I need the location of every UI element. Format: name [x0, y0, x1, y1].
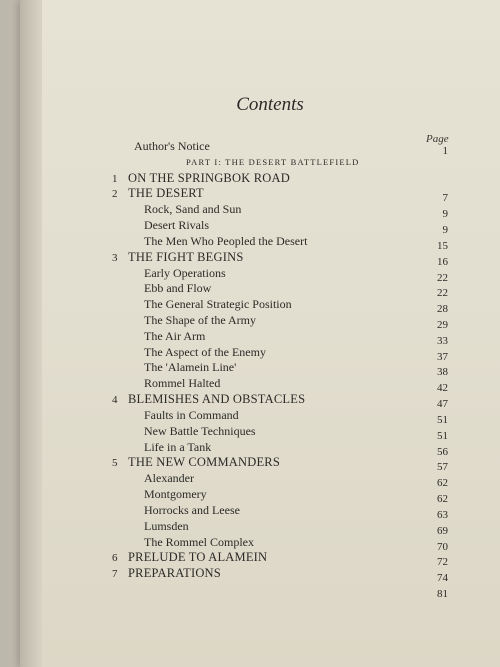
toc-entry-title: Life in a Tank — [144, 439, 212, 454]
toc-section-entry — [20, 487, 500, 506]
toc-entry-title: Montgomery — [144, 487, 207, 502]
toc-page-number: 57 — [437, 461, 448, 474]
toc-page-number: 22 — [437, 287, 448, 300]
toc-page-number: 63 — [437, 508, 448, 521]
toc-page-number: 22 — [437, 271, 448, 284]
toc-chapter-entry — [20, 392, 500, 411]
toc-chapter-entry — [20, 550, 500, 569]
toc-chapter-entry — [20, 186, 500, 205]
toc-entry-title: Rock, Sand and Sun — [144, 202, 242, 217]
toc-page-number: 37 — [437, 350, 448, 363]
toc-section-entry — [20, 313, 500, 332]
toc-entry-title: Alexander — [144, 471, 194, 486]
toc-chapter-number: 2 — [112, 188, 118, 201]
toc-chapter-number: 3 — [112, 251, 118, 264]
toc-section-entry — [20, 329, 500, 345]
toc-entry-title: The Shape of the Army — [144, 313, 256, 328]
toc-page-number: 70 — [437, 540, 448, 553]
toc-section-entry — [20, 345, 500, 361]
toc-section-entry — [20, 424, 500, 440]
toc-page-number: 51 — [437, 413, 448, 426]
toc-chapter-entry — [20, 455, 500, 474]
page-column-header: Page — [426, 133, 449, 145]
toc-entry-title: The Air Arm — [144, 328, 206, 343]
toc-section-entry — [20, 376, 500, 395]
toc-page-number: 15 — [437, 239, 448, 252]
toc-section-entry — [20, 440, 500, 456]
toc-chapter-number: 5 — [112, 457, 118, 470]
toc-page-number: 29 — [437, 319, 448, 332]
toc-entry-title: BLEMISHES AND OBSTACLES — [128, 392, 306, 407]
toc-page-number: 9 — [442, 224, 448, 237]
toc-section-entry — [20, 408, 500, 424]
toc-page-number: 16 — [437, 255, 448, 268]
toc-chapter-number: 7 — [112, 568, 118, 581]
toc-end-entry — [20, 582, 500, 598]
toc-page-number: 69 — [437, 524, 448, 537]
toc-entry-title: Early Operations — [144, 265, 226, 280]
toc-chapter-entry — [20, 171, 500, 187]
toc-entry-title: THE NEW COMMANDERS — [128, 455, 280, 470]
toc-page-number: 81 — [437, 587, 448, 600]
toc-section-entry — [20, 266, 500, 282]
toc-entry-title: Faults in Command — [144, 407, 239, 422]
toc-entry-title: Horrocks and Leese — [144, 502, 240, 517]
toc-entry-title: The General Strategic Position — [144, 297, 292, 312]
toc-entry-title: The 'Alamein Line' — [144, 360, 237, 375]
toc-chapter-number: 1 — [112, 172, 118, 185]
toc-entry-title: New Battle Techniques — [144, 423, 256, 438]
toc-section-entry — [20, 202, 500, 221]
toc-chapter-entry — [20, 250, 500, 266]
toc-entry-title: ON THE SPRINGBOK ROAD — [128, 170, 290, 185]
toc-page-number: 74 — [437, 572, 448, 585]
toc-page-number: 38 — [437, 366, 448, 379]
toc-section-entry — [20, 297, 500, 316]
toc-entry-title: Rommel Halted — [144, 376, 221, 391]
toc-page-number: 7 — [442, 192, 448, 205]
toc-page-number: 51 — [437, 429, 448, 442]
toc-section-entry — [20, 234, 500, 250]
toc-entry-title: PREPARATIONS — [128, 566, 221, 581]
toc-section-entry — [20, 503, 500, 519]
toc-chapter-entry — [20, 566, 500, 585]
toc-section-entry — [20, 218, 500, 237]
contents-title: Contents — [236, 94, 304, 115]
toc-chapter-number: 6 — [112, 552, 118, 565]
toc-chapter-number: 4 — [112, 394, 118, 407]
toc-entry-title: THE FIGHT BEGINS — [128, 249, 244, 264]
toc-page-number: 1 — [442, 144, 448, 157]
toc-section-entry — [20, 535, 500, 551]
toc-page-number: 47 — [437, 398, 448, 411]
toc-page-number: 33 — [437, 334, 448, 347]
toc-section-entry — [20, 360, 500, 379]
toc-page-number: 56 — [437, 445, 448, 458]
toc-entry-title: THE DESERT — [128, 186, 204, 201]
toc-entry-title: The Men Who Peopled the Desert — [144, 233, 308, 248]
toc-section-entry — [20, 281, 500, 300]
toc-page-number: 28 — [437, 303, 448, 316]
toc-page-number: 9 — [442, 208, 448, 221]
toc-entry-title: The Rommel Complex — [144, 534, 254, 549]
toc-entry-title: Author's Notice — [134, 139, 210, 153]
toc-page-number: 42 — [437, 382, 448, 395]
book-page — [20, 0, 500, 667]
toc-entry-title: PRELUDE TO ALAMEIN — [128, 550, 268, 565]
toc-entry-title: The Aspect of the Enemy — [144, 344, 266, 359]
toc-page-number: 62 — [437, 477, 448, 490]
toc-entry-title: Ebb and Flow — [144, 281, 212, 296]
toc-entry-title: PART I: THE DESERT BATTLEFIELD — [186, 156, 360, 167]
toc-page-number: 72 — [437, 556, 448, 569]
toc-section-entry — [20, 519, 500, 535]
toc-entry-title: Lumsden — [144, 518, 189, 533]
toc-entry-title: Desert Rivals — [144, 218, 209, 233]
toc-page-number: 62 — [437, 493, 448, 506]
toc-section-entry — [20, 471, 500, 490]
